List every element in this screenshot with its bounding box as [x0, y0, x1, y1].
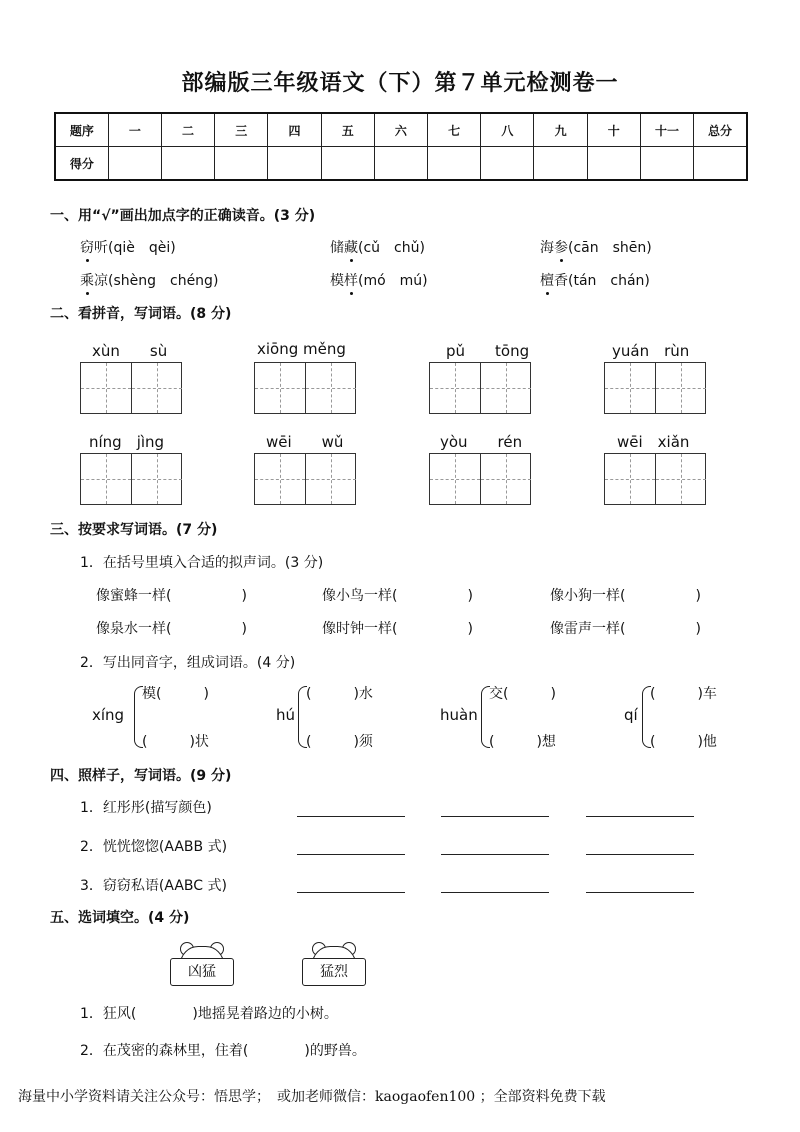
answer-line[interactable] [297, 816, 405, 817]
homophone-pinyin: hú [276, 706, 296, 724]
score-cell[interactable] [374, 147, 427, 181]
pronunciation-item[interactable]: 窃听(qiè qèi) [80, 240, 176, 256]
table-cell: 十 [587, 113, 640, 147]
word-card: 猛烈 [296, 942, 370, 982]
homophone-blank[interactable]: ( )想 [489, 734, 556, 750]
fill-blank-item[interactable]: 像小鸟一样( ) [322, 588, 473, 604]
fill-blank-item[interactable]: 像时钟一样( ) [322, 621, 473, 637]
homophone-pinyin: xíng [92, 706, 125, 724]
fill-sentence[interactable]: 2．在茂密的森林里，住着( )的野兽。 [80, 1043, 366, 1059]
fill-blank-item[interactable]: 像雷声一样( ) [550, 621, 701, 637]
score-cell[interactable] [481, 147, 534, 181]
table-cell: 一 [108, 113, 161, 147]
pronunciation-item[interactable]: 模样(mó mú) [330, 273, 428, 289]
table-cell: 八 [481, 113, 534, 147]
score-cell[interactable] [108, 147, 161, 181]
pattern-item: 1．红彤彤(描写颜色) [80, 800, 212, 816]
answer-line[interactable] [586, 892, 694, 893]
writing-grid[interactable] [254, 453, 356, 505]
answer-line[interactable] [586, 816, 694, 817]
homophone-blank[interactable]: ( )状 [142, 734, 209, 750]
fill-blank-item[interactable]: 像蜜蜂一样( ) [96, 588, 247, 604]
answer-line[interactable] [297, 854, 405, 855]
answer-line[interactable] [441, 816, 549, 817]
section-1-heading: 一、用“√”画出加点字的正确读音。(3 分) [50, 208, 316, 224]
homophone-blank[interactable]: 模( ) [142, 686, 209, 702]
table-cell: 题序 [55, 113, 108, 147]
table-cell: 三 [215, 113, 268, 147]
score-table [54, 112, 748, 181]
writing-grid[interactable] [254, 362, 356, 414]
pinyin-label: yòu rén [440, 433, 523, 451]
pinyin-label: xiōng měng [257, 340, 346, 358]
table-cell: 九 [534, 113, 587, 147]
answer-line[interactable] [586, 854, 694, 855]
table-cell: 得分 [55, 147, 108, 181]
pronunciation-item[interactable]: 海参(cān shēn) [540, 240, 652, 256]
score-cell[interactable] [215, 147, 268, 181]
answer-line[interactable] [441, 892, 549, 893]
pronunciation-item[interactable]: 储藏(cǔ chǔ) [330, 240, 425, 256]
table-cell: 七 [428, 113, 481, 147]
pinyin-label: xùn sù [92, 342, 168, 360]
writing-grid[interactable] [80, 453, 182, 505]
score-cell[interactable] [161, 147, 214, 181]
question-text: 2．写出同音字，组成词语。(4 分) [80, 655, 296, 671]
score-table-header-row [55, 113, 747, 147]
table-cell: 五 [321, 113, 374, 147]
pinyin-label: yuán rùn [612, 342, 690, 360]
question-text: 1．在括号里填入合适的拟声词。(3 分) [80, 555, 324, 571]
score-cell[interactable] [268, 147, 321, 181]
answer-line[interactable] [297, 892, 405, 893]
score-table-score-row [55, 147, 747, 181]
writing-grid[interactable] [604, 453, 706, 505]
writing-grid[interactable] [80, 362, 182, 414]
table-cell: 二 [161, 113, 214, 147]
fill-sentence[interactable]: 1．狂风( )地摇晃着路边的小树。 [80, 1006, 338, 1022]
score-cell[interactable] [587, 147, 640, 181]
table-cell: 四 [268, 113, 321, 147]
answer-line[interactable] [441, 854, 549, 855]
table-cell: 六 [374, 113, 427, 147]
score-cell[interactable] [640, 147, 693, 181]
score-cell[interactable] [321, 147, 374, 181]
fill-blank-item[interactable]: 像小狗一样( ) [550, 588, 701, 604]
section-3-heading: 三、按要求写词语。(7 分) [50, 522, 218, 538]
homophone-blank[interactable]: ( )须 [306, 734, 373, 750]
fill-blank-item[interactable]: 像泉水一样( ) [96, 621, 247, 637]
pinyin-label: pǔ tōng [446, 342, 530, 360]
homophone-blank[interactable]: ( )水 [306, 686, 373, 702]
pronunciation-item[interactable]: 檀香(tán chán) [540, 273, 650, 289]
page-title: 部编版三年级语文（下）第７单元检测卷一 [181, 71, 619, 96]
score-cell[interactable] [694, 147, 747, 181]
writing-grid[interactable] [604, 362, 706, 414]
pattern-item: 2．恍恍惚惚(AABB 式) [80, 839, 228, 855]
section-2-heading: 二、看拼音，写词语。(8 分) [50, 306, 232, 322]
footer-notice: 海量中小学资料请关注公众号：悟思学； 或加老师微信：kaogaofen100 ；全部资料免费下载 [18, 1089, 606, 1105]
homophone-pinyin: huàn [440, 706, 478, 724]
score-cell[interactable] [534, 147, 587, 181]
pinyin-label: wēi wǔ [266, 433, 344, 451]
pinyin-label: wēi xiǎn [617, 433, 690, 451]
table-cell: 十一 [640, 113, 693, 147]
score-cell[interactable] [428, 147, 481, 181]
section-4-heading: 四、照样子，写词语。(9 分) [50, 768, 232, 784]
homophone-blank[interactable]: ( )他 [650, 734, 717, 750]
pronunciation-item[interactable]: 乘凉(shèng chéng) [80, 273, 219, 289]
homophone-pinyin: qí [624, 706, 638, 724]
section-5-heading: 五、选词填空。(4 分) [50, 910, 190, 926]
word-card: 凶猛 [164, 942, 238, 982]
pattern-item: 3．窃窃私语(AABC 式) [80, 878, 227, 894]
pinyin-label: níng jìng [89, 433, 165, 451]
writing-grid[interactable] [429, 453, 531, 505]
writing-grid[interactable] [429, 362, 531, 414]
table-cell: 总分 [694, 113, 747, 147]
homophone-blank[interactable]: ( )车 [650, 686, 717, 702]
homophone-blank[interactable]: 交( ) [489, 686, 556, 702]
